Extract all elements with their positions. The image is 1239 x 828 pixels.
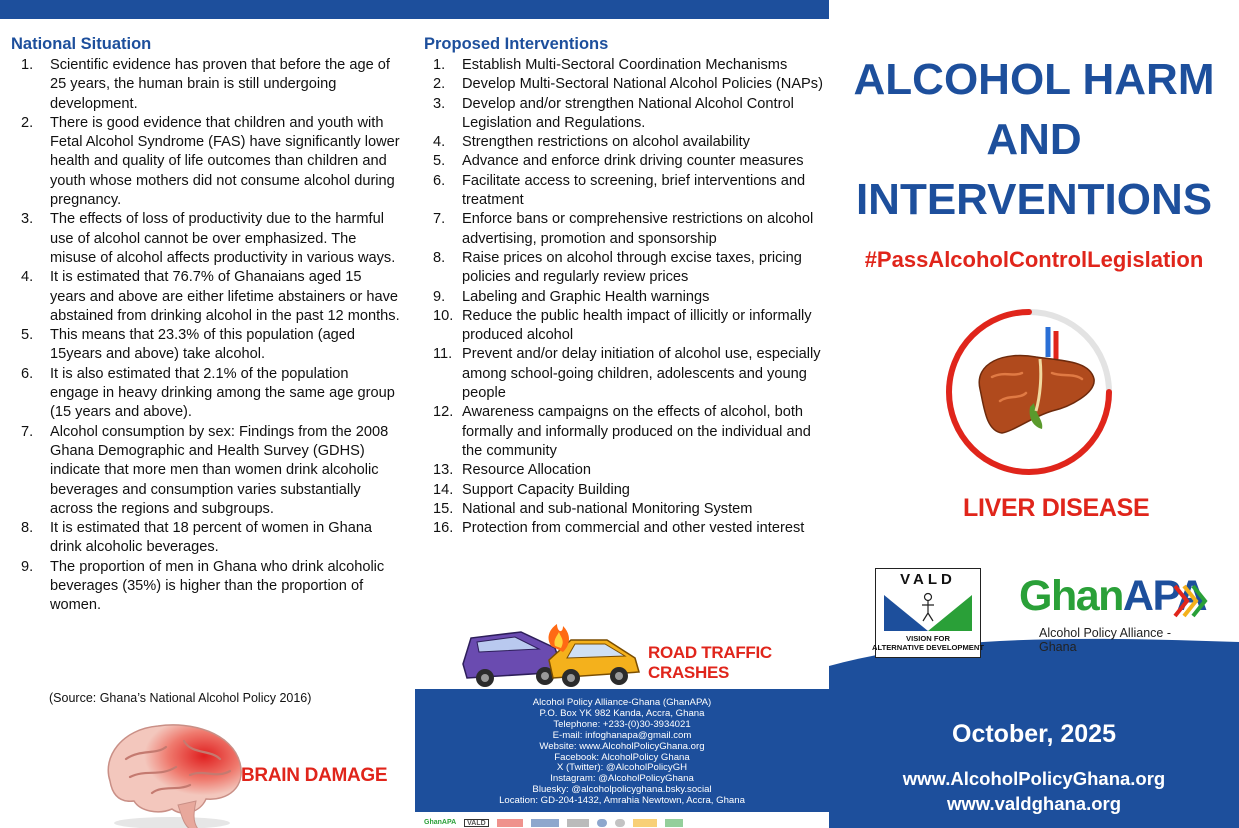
- strip-logo-vald: VALD: [464, 819, 489, 827]
- vald-caption-line: ALTERNATIVE DEVELOPMENT: [872, 643, 984, 652]
- brain-illustration: [100, 719, 250, 828]
- list-item: [11, 365, 401, 423]
- list-item-text: The proportion of men in Ghana who drink alcoholic beverages (35%) is higher than the proportion of women.: [50, 558, 385, 614]
- list-item: [424, 172, 824, 211]
- list-item-number: 13.: [433, 462, 454, 479]
- list-item: [424, 56, 824, 75]
- contact-twitter: X (Twitter): @AlcoholPolicyGH: [556, 762, 688, 774]
- list-item: [424, 403, 824, 461]
- list-item: [11, 114, 401, 210]
- proposed-interventions-panel: [412, 19, 829, 828]
- list-item-text: National and sub-national Monitoring System: [462, 500, 753, 517]
- partner-logo-strip: [424, 818, 824, 828]
- list-item-text: Develop Multi-Sectoral National Alcohol Policies (NAPs): [462, 76, 823, 93]
- list-item: [424, 481, 824, 500]
- ghanapa-chevrons-icon: [1173, 584, 1209, 618]
- list-item-number: 6.: [21, 365, 34, 382]
- contact-bluesky: Bluesky: @alcoholpolicyghana.bsky.social: [532, 784, 712, 796]
- ghanapa-logo: [1019, 572, 1209, 654]
- list-item-text: It is estimated that 18 percent of women in Ghana drink alcoholic beverages.: [50, 520, 373, 556]
- list-item-text: Prevent and/or delay initiation of alcohol use, especially among school-going children, adolescents and young people: [462, 346, 821, 402]
- proposed-interventions-heading: Proposed Interventions: [424, 35, 609, 53]
- list-item-number: 5.: [433, 153, 446, 170]
- publication-date: October, 2025: [952, 720, 1116, 748]
- list-item-number: 10.: [433, 307, 454, 324]
- ghanapa-logo-name-part1: Ghan: [1019, 572, 1123, 620]
- list-item-text: Awareness campaigns on the effects of alcohol, both formally and informally produced on the individual and the community: [462, 404, 811, 459]
- list-item-number: 8.: [21, 520, 34, 537]
- vald-logo-name: VALD: [900, 571, 956, 588]
- list-item-text: Reduce the public health impact of illicitly or informally produced alcohol: [462, 307, 812, 344]
- list-item-number: 2.: [433, 76, 446, 93]
- list-item-text: Labeling and Graphic Health warnings: [462, 288, 710, 305]
- list-item: [424, 461, 824, 480]
- list-item: [424, 345, 824, 403]
- contact-telephone: Telephone: +233-(0)30-3934021: [553, 718, 691, 730]
- list-item-number: 7.: [433, 211, 446, 228]
- strip-logo-shape: [567, 819, 589, 827]
- list-item-text: Protection from commercial and other vested interest: [462, 520, 805, 537]
- title-line: AND: [986, 115, 1082, 164]
- list-item-text: Enforce bans or comprehensive restrictions on alcohol advertising, promotion and sponsorship: [462, 211, 814, 247]
- list-item-text: Advance and enforce drink driving counter measures: [462, 153, 804, 170]
- list-item-number: 16.: [433, 520, 454, 537]
- list-item-text: Scientific evidence has proven that before the age of 25 years, the human brain is still undergoing development.: [50, 57, 390, 112]
- list-item: [11, 268, 401, 326]
- list-item: [424, 95, 824, 134]
- national-situation-list: [11, 56, 401, 616]
- source-note: (Source: Ghana’s National Alcohol Policy 2016): [49, 691, 312, 705]
- list-item: [11, 326, 401, 365]
- contact-address: P.O. Box YK 982 Kanda, Accra, Ghana: [539, 707, 705, 719]
- list-item-number: 8.: [433, 249, 446, 266]
- website-url-ghanapa[interactable]: www.AlcoholPolicyGhana.org: [902, 768, 1166, 789]
- list-item: [11, 210, 401, 268]
- list-item-number: 4.: [21, 269, 34, 286]
- list-item-number: 5.: [21, 327, 34, 344]
- list-item-number: 14.: [433, 481, 454, 498]
- liver-disease-label: LIVER DISEASE: [963, 494, 1150, 522]
- list-item-text: It is also estimated that 2.1% of the population engage in heavy drinking among the same age group (15 years and above).: [50, 365, 395, 421]
- liver-illustration: [944, 307, 1114, 477]
- cover-panel: [829, 0, 1239, 828]
- list-item: [11, 423, 401, 519]
- title-line: INTERVENTIONS: [855, 175, 1213, 224]
- strip-logo-shape: [633, 819, 657, 827]
- list-item-text: The effects of loss of productivity due to the harmful use of alcohol cannot be over emphasized. The misuse of alcohol affects productivity in various ways.: [50, 211, 396, 266]
- list-item-text: Strengthen restrictions on alcohol availability: [462, 134, 750, 151]
- list-item-number: 9.: [433, 288, 446, 305]
- list-item-number: 3.: [21, 211, 34, 228]
- list-item: [424, 210, 824, 249]
- list-item-text: This means that 23.3% of this population (aged 15years and above) take alcohol.: [50, 327, 356, 363]
- list-item: [11, 558, 401, 616]
- national-situation-heading: National Situation: [11, 35, 152, 53]
- list-item-number: 11.: [433, 346, 453, 363]
- list-item-text: There is good evidence that children and youth with Fetal Alcohol Syndrome (FAS) have significantly lower health and quality of life outcomes than children and youth whose mothers did not consume alcohol during pregnancy.: [50, 114, 400, 209]
- top-blue-bar: [0, 0, 829, 19]
- strip-logo-shape: [665, 819, 683, 827]
- list-item-text: Establish Multi-Sectoral Coordination Mechanisms: [462, 57, 788, 73]
- list-item-number: 12.: [433, 404, 454, 421]
- list-item-text: It is estimated that 76.7% of Ghanaians aged 15 years and above are either lifetime abstainers or have abstained from drinking alcohol in the past 12 months.: [50, 269, 400, 324]
- contact-org: Alcohol Policy Alliance-Ghana (GhanAPA): [532, 697, 712, 708]
- list-item-number: 4.: [433, 134, 446, 151]
- strip-logo-shape: [497, 819, 523, 827]
- list-item-number: 7.: [21, 423, 34, 440]
- list-item: [11, 519, 401, 558]
- vald-caption: [869, 634, 987, 652]
- list-item: [424, 133, 824, 152]
- list-item: [11, 56, 401, 114]
- website-url-vald[interactable]: www.valdghana.org: [946, 793, 1122, 814]
- brain-damage-label: BRAIN DAMAGE: [241, 765, 388, 786]
- list-item: [424, 152, 824, 171]
- strip-logo-shape: [597, 819, 607, 827]
- contact-location: Location: GD-204-1432, Amrahia Newtown, Accra, Ghana: [499, 795, 745, 807]
- strip-logo-shape: [531, 819, 559, 827]
- list-item: [424, 519, 824, 538]
- list-item-number: 9.: [21, 558, 34, 575]
- contact-instagram: Instagram: @AlcoholPolicyGhana: [550, 773, 694, 785]
- car-crash-illustration: [459, 622, 649, 690]
- title-line: ALCOHOL HARM: [853, 55, 1215, 104]
- contact-website: Website: www.AlcoholPolicyGhana.org: [539, 740, 705, 752]
- ghanapa-tagline: Alcohol Policy Alliance - Ghana: [1039, 626, 1172, 654]
- list-item-text: Facilitate access to screening, brief interventions and treatment: [462, 172, 806, 209]
- list-item-text: Develop and/or strengthen National Alcohol Control Legislation and Regulations.: [462, 95, 794, 131]
- list-item: [424, 75, 824, 94]
- proposed-interventions-list: [424, 56, 824, 538]
- list-item-text: Raise prices on alcohol through excise taxes, pricing policies and regularly review prices: [462, 249, 802, 286]
- strip-logo-shape: [615, 819, 625, 827]
- national-situation-panel: [0, 19, 412, 828]
- vald-caption-line: VISION FOR: [906, 634, 950, 643]
- list-item-number: 3.: [433, 95, 446, 112]
- vald-emblem-icon: [882, 589, 974, 633]
- list-item: [424, 249, 824, 288]
- list-item: [424, 288, 824, 307]
- strip-logo-ghanapa: GhanAPA: [424, 819, 457, 826]
- list-item: [424, 500, 824, 519]
- list-item-number: 1.: [21, 57, 34, 73]
- list-item-number: 6.: [433, 172, 446, 189]
- list-item-number: 1.: [433, 57, 446, 73]
- list-item: [424, 307, 824, 346]
- ghanapa-logo-name-part2: APA: [1122, 572, 1207, 620]
- list-item-number: 2.: [21, 114, 34, 131]
- list-item-text: Support Capacity Building: [462, 481, 630, 498]
- contact-facebook: Facebook: AlcoholPolicy Ghana: [554, 751, 690, 763]
- list-item-number: 15.: [433, 500, 454, 517]
- road-traffic-crashes-label: ROAD TRAFFIC CRASHES: [648, 643, 772, 682]
- list-item-text: Alcohol consumption by sex: Findings from the 2008 Ghana Demographic and Health Survey (GDHS) indicate that more men than women drink alcoholic beverages and consumption varies substantially across the regions and subgroups.: [50, 423, 389, 517]
- brochure-title: [829, 50, 1239, 230]
- contact-box: [415, 689, 829, 812]
- campaign-hashtag: #PassAlcoholControlLegislation: [864, 247, 1204, 272]
- contact-email: E-mail: infoghanapa@gmail.com: [552, 729, 692, 741]
- list-item-text: Resource Allocation: [462, 462, 591, 479]
